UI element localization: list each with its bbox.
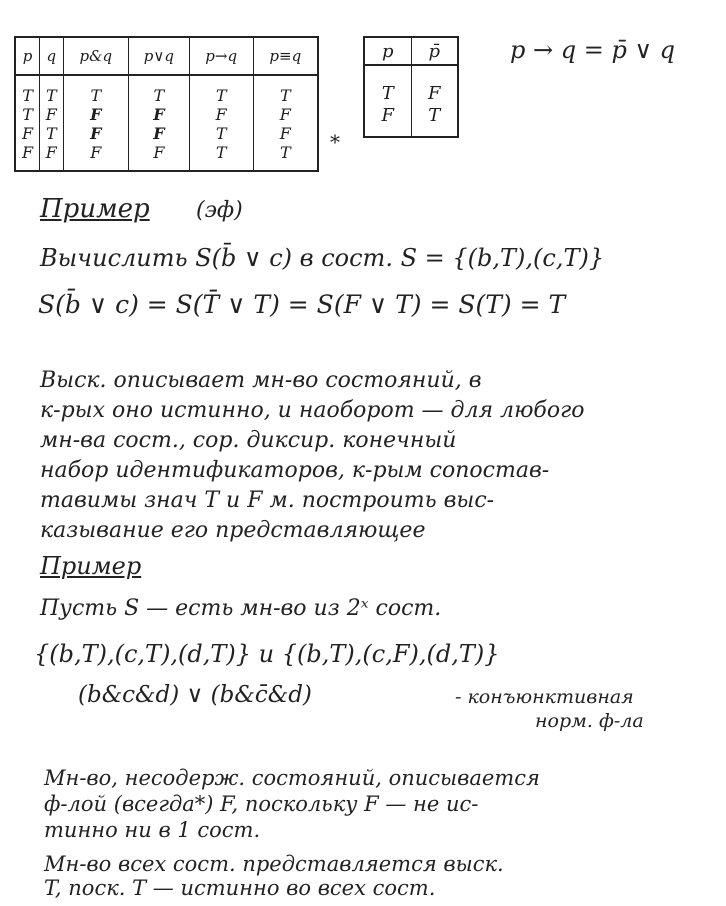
table-cell: F bbox=[40, 105, 64, 124]
text-line: набор идентификаторов, к-рым сопостав- bbox=[40, 458, 550, 483]
example-heading: Пример bbox=[40, 552, 142, 580]
negation-table bbox=[363, 36, 459, 138]
example-task: Вычислить S(b̄ ∨ c) в сост. S = {(b,T),(c,T)} bbox=[40, 244, 605, 272]
table-cell: F bbox=[63, 143, 128, 171]
table-cell: F bbox=[253, 105, 318, 124]
text-line: ф-лой (всегда*) F, поскольку F — не ис- bbox=[44, 792, 479, 816]
table-cell: T bbox=[381, 82, 394, 104]
text-line: казывание его представляющее bbox=[40, 518, 426, 543]
text-line: Выск. описывает мн-во состояний, в bbox=[40, 368, 482, 393]
table-cell: F bbox=[129, 105, 190, 124]
table-row bbox=[15, 105, 318, 124]
table-cell: T bbox=[63, 75, 128, 105]
example-line: Пусть S — есть мн-во из 2ˣ сост. bbox=[40, 596, 442, 621]
table-cell: F bbox=[21, 124, 34, 143]
example-solution: S(b̄ ∨ c) = S(T̄ ∨ T) = S(F ∨ T) = S(T) = T bbox=[38, 290, 566, 319]
table-cell: T bbox=[411, 104, 458, 137]
example-heading-note: (эф) bbox=[196, 198, 243, 223]
text-line: к-рых оно истинно, и наоборот — для любого bbox=[40, 398, 585, 423]
header-cell: p&q bbox=[63, 37, 128, 75]
table-cell: F bbox=[63, 105, 128, 124]
negation-header-row bbox=[364, 37, 458, 65]
header-cell: p̄ bbox=[411, 37, 458, 65]
table-cell: T bbox=[22, 105, 33, 124]
table-cell: F bbox=[63, 124, 128, 143]
table-cell: T bbox=[189, 124, 253, 143]
header-cell: p bbox=[15, 37, 40, 75]
table-cell: T bbox=[40, 124, 64, 143]
table-cell: T bbox=[22, 86, 33, 105]
table-cell: F bbox=[189, 105, 253, 124]
text-line: мн-ва сост., сор. диксир. конечный bbox=[40, 428, 457, 453]
text-line: тинно ни в 1 сост. bbox=[44, 818, 261, 842]
text-line: тавимы знач T и F м. построить выс- bbox=[40, 488, 495, 513]
table-cell: F bbox=[381, 104, 394, 126]
header-cell: p→q bbox=[189, 37, 253, 75]
example-note: - конъюнктивная bbox=[455, 686, 634, 708]
text-line: Мн-во, несодерж. состояний, описывается bbox=[44, 766, 540, 790]
table-cell: T bbox=[189, 143, 253, 171]
table-cell: F bbox=[253, 124, 318, 143]
table-cell: T bbox=[253, 75, 318, 105]
example-line: (b&c&d) ∨ (b&c̄&d) bbox=[78, 682, 312, 708]
table-row bbox=[15, 124, 318, 143]
asterisk-mark: * bbox=[330, 130, 340, 154]
table-row bbox=[364, 104, 458, 137]
example-note: норм. ф-ла bbox=[535, 710, 644, 732]
table-row bbox=[15, 143, 318, 171]
table-cell: F bbox=[21, 143, 34, 162]
table-cell: F bbox=[411, 65, 458, 104]
table-cell: T bbox=[253, 143, 318, 171]
table-cell: F bbox=[129, 124, 190, 143]
example-heading: Пример bbox=[40, 194, 150, 224]
truth-table bbox=[14, 36, 319, 172]
example-line: {(b,T),(c,T),(d,T)} и {(b,T),(c,F),(d,T)} bbox=[34, 640, 500, 668]
table-cell: T bbox=[189, 75, 253, 105]
text-line: T, поск. T — истинно во всех сост. bbox=[44, 876, 436, 900]
table-cell: T bbox=[40, 75, 64, 105]
text-line: Мн-во всех сост. представляется выск. bbox=[44, 852, 504, 876]
table-cell: F bbox=[129, 143, 190, 171]
table-cell: T bbox=[129, 75, 190, 105]
table-row bbox=[15, 75, 318, 105]
table-row bbox=[364, 65, 458, 104]
table-cell: F bbox=[40, 143, 64, 171]
implication-formula: p → q = p̄ ∨ q bbox=[510, 36, 676, 64]
header-cell: p≡q bbox=[253, 37, 318, 75]
header-cell: p∨q bbox=[129, 37, 190, 75]
truth-table-header-row bbox=[15, 37, 318, 75]
header-cell: q bbox=[40, 37, 64, 75]
header-cell: p bbox=[364, 37, 411, 65]
